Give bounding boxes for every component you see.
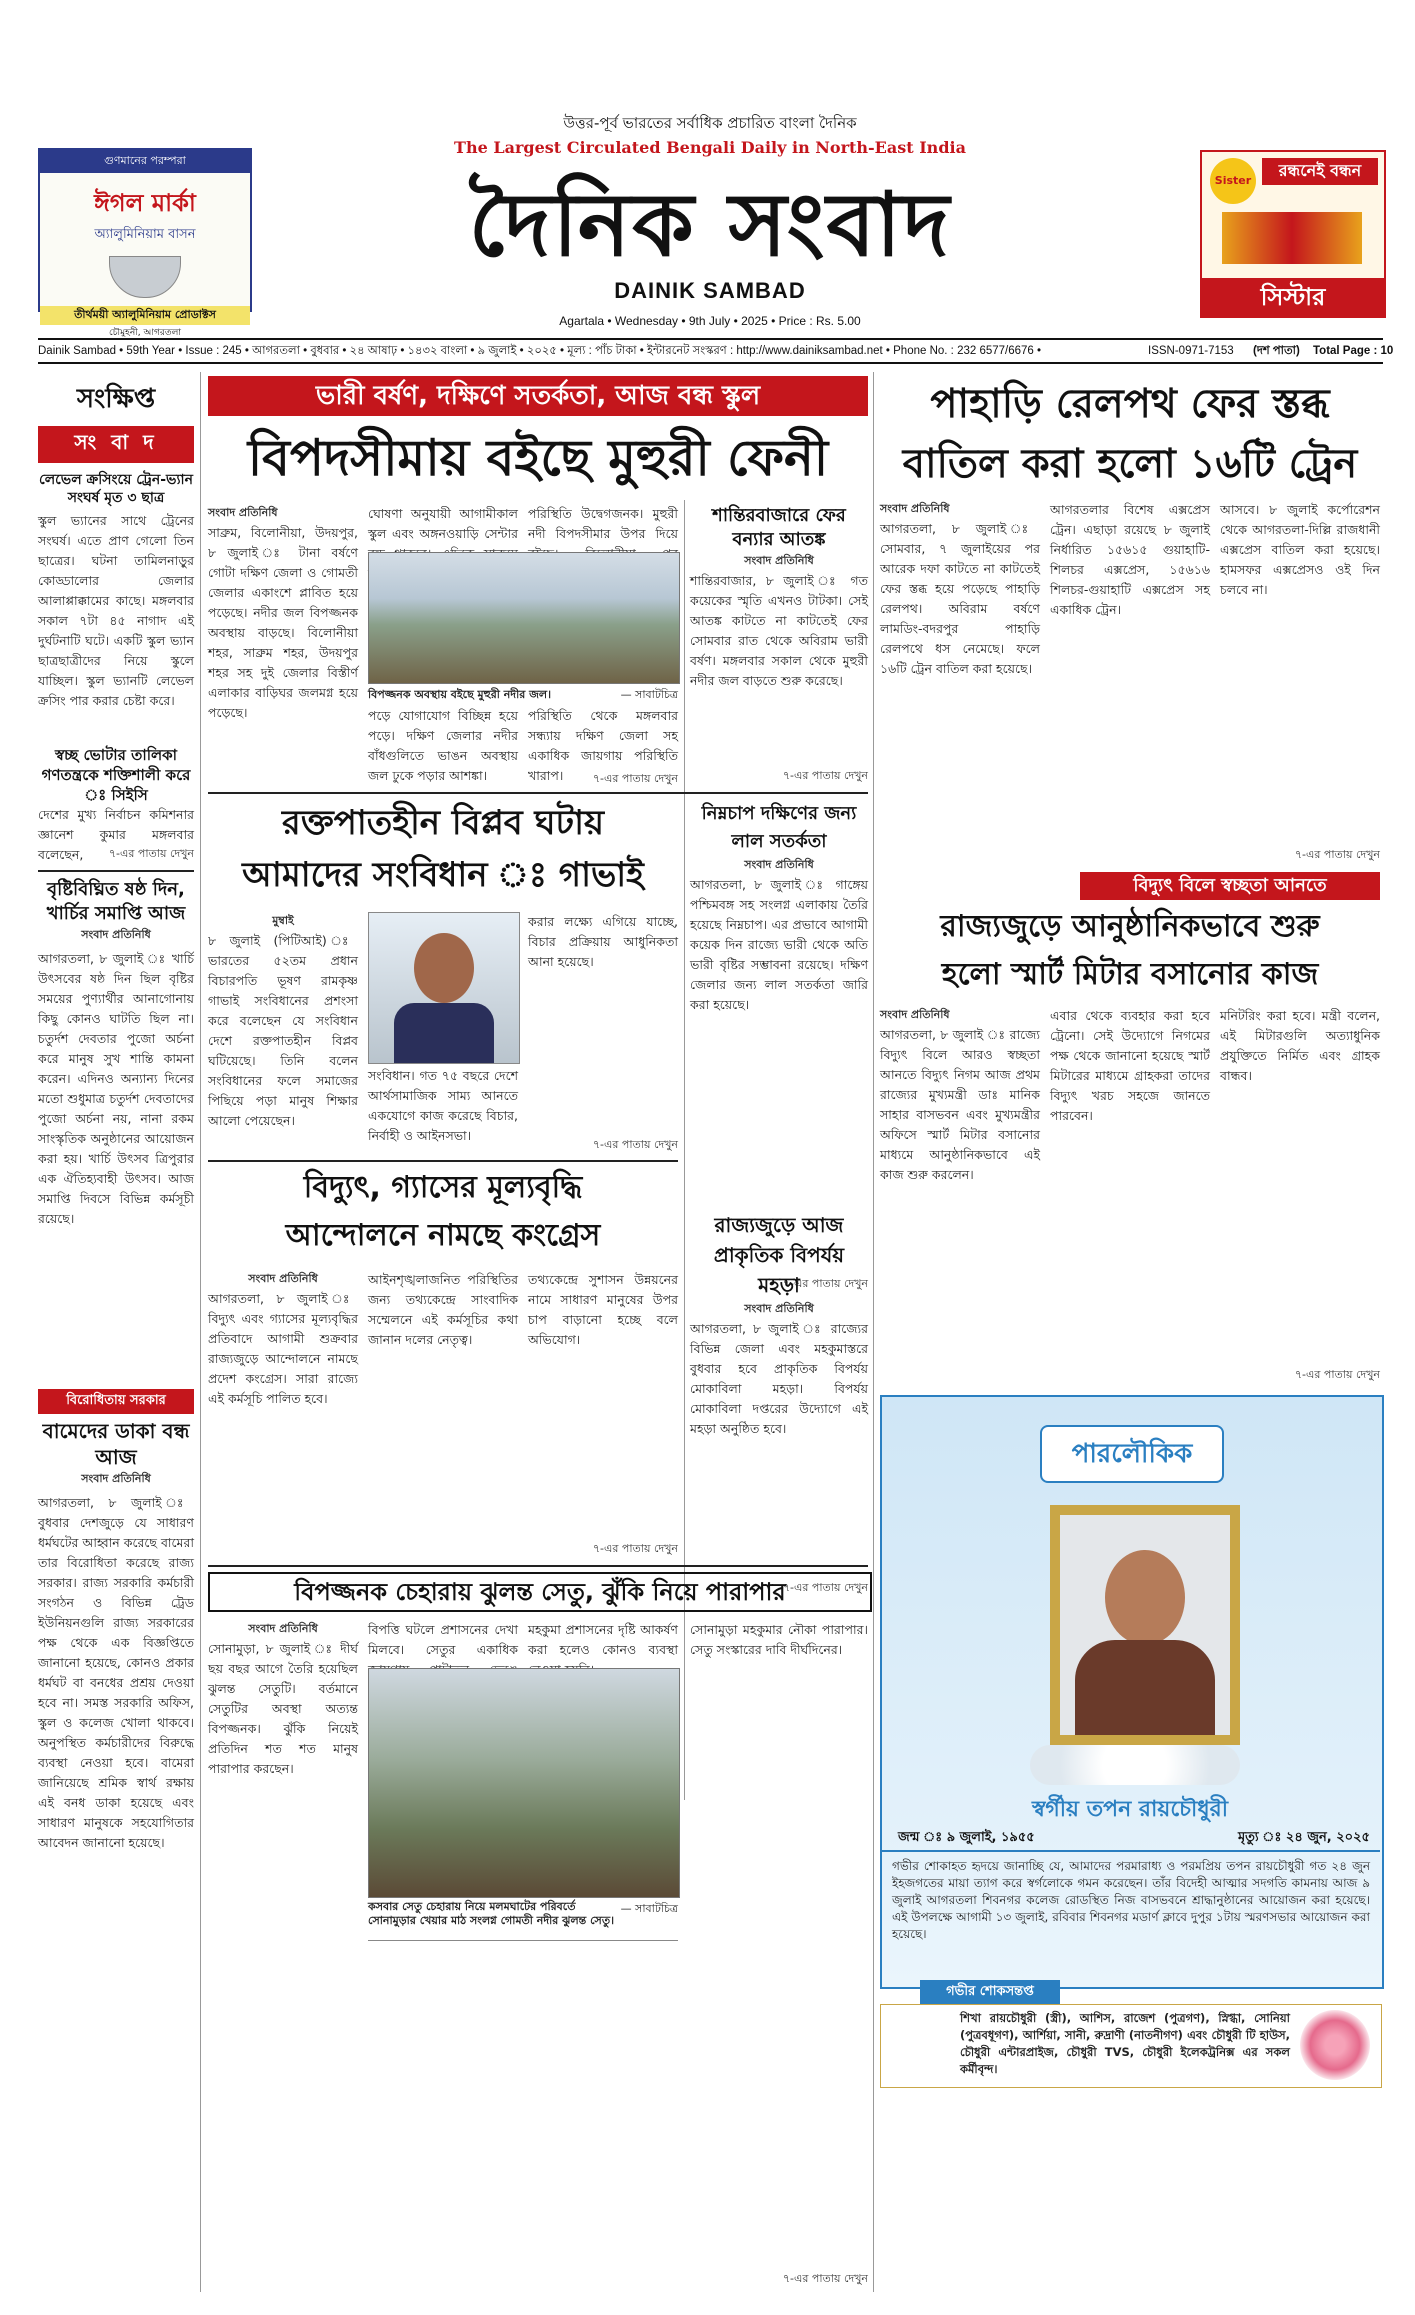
short-news-body-4: আগরতলা, ৮ জুলাই ঃ বুধবার দেশজুড়ে যে সাধারণ ধর্মঘটের আহ্বান করেছে বামেরা তার বিরোধিতা করেছে রাজ্য সরকার। রাজ্য সরকারি কর্মচারী সংগঠন ও বিভিন্ন ট্রেড ইউনিয়নগুলি রাজ্য সরকারের পক্ষ থেকে এক বিজ্ঞপ্তিতে জানানো হয়েছে, কোনও প্রকার ধর্মঘট বা বনধের প্রশ্রয় দেওয়া হবে না। সমস্ত সরকারি অফিস, স্কুল ও কলেজ খোলা থাকবে। অনুপস্থিত কর্মচারীদের বিরুদ্ধে ব্যবস্থা নেওয়া হবে। বামেরা জানিয়েছে শ্রমিক স্বার্থ রক্ষায় এই বনধ ডাকা হয়েছে এবং সাধারণ মানুষকে সহযোগিতার আবেদন জানানো হয়েছে। — [38, 1495, 194, 1850]
divider — [38, 870, 194, 872]
lead-headline[interactable]: বিপদসীমায় বইছে মুহুরী ফেনী — [247, 429, 829, 487]
continued-note[interactable]: ৭-এর পাতায় দেখুন — [592, 772, 678, 785]
deceased-name: স্বর্গীয় তপন রায়চৌধুরী — [1031, 1797, 1229, 1822]
dateline: মুম্বাই — [272, 914, 294, 927]
sweater-icon — [1075, 1640, 1215, 1735]
gavai-headline-2[interactable]: আমাদের সংবিধান ঃ গাভাই — [242, 855, 644, 895]
byline: সংবাদ প্রতিনিধি — [248, 1622, 318, 1635]
spice-pack-icon — [1222, 212, 1362, 264]
newspaper-title-bengali: দৈনিক সংবাদ — [468, 173, 952, 276]
side-story-3 — [690, 1210, 868, 1598]
bridge-col-1 — [208, 1620, 358, 2279]
short-news-title-1: লেভেল ক্রসিংয়ে ট্রেন-ভ্যান সংঘর্ষ মৃত ৩ ছাত্র — [39, 472, 193, 506]
continued-note[interactable]: ৭-এর পাতায় দেখুন — [782, 769, 868, 782]
side-story-1 — [690, 504, 868, 786]
photo-caption: বিপজ্জনক অবস্থায় বইছে মুহুরী নদীর জল। — [368, 688, 552, 701]
mourners-list: শিখা রায়চৌধুরী (স্ত্রী), আশিস, রাজেশ (পুত্রগণ), স্নিগ্ধা, সোনিয়া (পুত্রবধূগণ), আর্শিয়া, সানী, রুদ্রাণী (নাতনীগণ) এবং চৌধুরী টি হাউস, চৌধুরী এন্টারপ্রাইজ, চৌধুরী TVS, চৌধুরী ইলেকট্রনিক্স এর সকল কর্মীবৃন্দ। — [960, 2011, 1290, 2076]
obituary-text: গভীর শোকাহত হৃদয়ে জানাচ্ছি যে, আমাদের পরমারাধ্য ও পরমপ্রিয় তপন রায়চৌধুরী গত ২৪ জুন ইহজগতের মায়া ত্যাগ করে স্বর্গলোকে গমন করেছেন। তাঁর বিদেহী আত্মার সদগতি কামনায় আজ ৯ জুলাই আগরতলা শিবনগর কলেজ রোডস্থিত নিজ বাসভবনে শ্রাদ্ধানুষ্ঠানের আয়োজন করা হয়েছে। এই উপলক্ষে আগামী ১৩ জুলাই, রবিবার শিবনগর মডার্ণ ক্লাবে দুপুর ১টায় স্মরণসভার আয়োজন করা হয়েছে। — [892, 1859, 1370, 1941]
rail-body-3: আসবে। ৮ জুলাই কর্পোরেশন থেকে আগরতলা-দিল্লি রাজধানী এক্সপ্রেস বাতিল করা হয়েছে। হামসফর এক্সপ্রেসও ওই দিন চলবে না। — [1220, 502, 1380, 597]
congress-body-2: আইনশৃঙ্খলাজনিত পরিস্থিতির জন্য তথ্যকেন্দ্রে সাংবাদিক সম্মেলনে এই কর্মসূচির কথা জানান দলের নেতৃত্ব। — [368, 1272, 518, 1347]
ad-left-line1: গুণমানের পরম্পরা — [40, 150, 250, 173]
meter-col-1 — [880, 1006, 1040, 1365]
suit-icon — [394, 1003, 494, 1063]
side-story-2-title[interactable]: নিম্নচাপ দক্ষিণের জন্য লাল সতর্কতা — [701, 803, 857, 852]
byline: সংবাদ প্রতিনিধি — [744, 1302, 814, 1315]
lead-body-5: পরিস্থিতি থেকে মঙ্গলবার সন্ধ্যায় দক্ষিণ জেলা সহ একাধিক জায়গায় পরিস্থিতি খারাপ। — [528, 708, 678, 783]
meter-body-2: এবার থেকে ব্যবহার করা হবে ট্রেনো। সেই উদ্যোগে নিগমের পক্ষ থেকে জানানো হয়েছে স্মার্ট মিটারের মাধ্যমে গ্রাহকরা তাদের বিদ্যুৎ খরচ সহজে জানতে পারবেন। — [1050, 1008, 1210, 1123]
byline: সংবাদ প্রতিনিধি — [81, 1472, 151, 1485]
meter-body-3: মনিটরিং করা হবে। মন্ত্রী বলেন, এই মিটারগুলি অত্যাধুনিক প্রযুক্তিতে নির্মিত এবং গ্রাহক বান্ধব। — [1220, 1008, 1380, 1083]
total-pages: Total Page : 10 — [1313, 345, 1394, 357]
congress-headline-2[interactable]: আন্দোলনে নামছে কংগ্রেস — [285, 1218, 601, 1253]
byline: সংবাদ প্রতিনিধি — [81, 928, 151, 941]
continued-note[interactable]: ৭-এর পাতায় দেখুন — [592, 1542, 678, 1555]
meter-banner: বিদ্যুৎ বিলে স্বচ্ছতা আনতে — [1080, 872, 1380, 900]
congress-headline-1[interactable]: বিদ্যুৎ, গ্যাসের মূল্যবৃদ্ধি — [303, 1170, 583, 1205]
lead-banner: ভারী বর্ষণ, দক্ষিণে সতর্কতা, আজ বন্ধ স্কুল — [208, 376, 868, 416]
column-rule — [873, 372, 874, 2292]
continued-note[interactable]: ৭-এর পাতায় দেখুন — [1294, 1368, 1380, 1381]
lead-body-1: সাব্রুম, বিলোনীয়া, উদয়পুর, ৮ জুলাই ঃ টানা বর্ষণে গোটা দক্ষিণ জেলা ও গোমতী জেলার একাংশে প্লাবিত হয়ে পড়েছে। নদীর জল বিপজ্জনক অবস্থায় বাড়ছে। বিলোনীয়া শহর, সাব্রুম শহর, উদয়পুর শহর সহ দুই জেলার বিস্তীর্ণ এলাকার বাড়িঘর জলমগ্ন হয়ে পড়েছে। — [208, 525, 358, 720]
side-story-3-body: আগরতলা, ৮ জুলাই ঃ রাজ্যের বিভিন্ন জেলা এবং মহকুমাস্তরে বুধবার হবে প্রাকৃতিক বিপর্যয় মোকাবিলা মহড়া। বিপর্যয় মোকাবিলা দপ্তরের উদ্যোগে এই মহড়া অনুষ্ঠিত হবে। — [690, 1321, 868, 1436]
continued-note[interactable]: ৭-এর পাতায় দেখুন — [782, 2272, 868, 2285]
byline: সংবাদ প্রতিনিধি — [744, 858, 814, 871]
rose-icon — [1300, 2010, 1370, 2080]
flood-river-photo — [368, 552, 680, 684]
ad-right-brand: সিস্টার — [1202, 278, 1384, 316]
obituary-heading: পারলৌকিক — [1040, 1425, 1224, 1483]
issn: ISSN-0971-7153 — [1148, 345, 1234, 357]
continued-note[interactable]: ৭-এর পাতায় দেখুন — [782, 1581, 868, 1594]
bridge-headline[interactable]: বিপজ্জনক চেহারায় ঝুলন্ত সেতু, ঝুঁকি নিয়ে পারাপার — [208, 1572, 872, 1612]
gavai-body-1: ৮ জুলাই (পিটিআই) ঃ ভারতের ৫২তম প্রধান বিচারপতি ভূষণ রামকৃষ্ণ গাভাই সংবিধানের প্রশংসা করে বলেছেন যে সংবিধান দেশে রক্তপাতহীন বিপ্লব ঘটিয়েছে। তিনি বলেন সংবিধানের ফলে সমাজের পিছিয়ে পড়া মানুষ শিক্ষার আলো পেয়েছেন। — [208, 933, 358, 1128]
flowers-icon — [1030, 1745, 1240, 1785]
face-icon — [414, 933, 474, 1003]
info-bar — [38, 338, 1394, 364]
photo-credit: — সাবাটচিত্র — [620, 688, 678, 701]
column-rule — [200, 372, 201, 2292]
short-news-body-3: আগরতলা, ৮ জুলাই ঃ খার্চি উৎসবের ষষ্ঠ দিন ছিল বৃষ্টির সময়ের পুণ্যার্থীর আনাগোনায় কিছু কোনও ঘাটতি ছিল না। চতুর্দশ দেবতার পুজো অর্চনা করে মানুষ সুখ শান্তি কামনা করেন। এদিনও অন্যান্য দিনের মতো শুধুমাত্র চতুর্দশ দেবতাদের পুজো অর্চনা নয়, নানা রকম সাংস্কৃতিক অনুষ্ঠানের আয়োজন করা হয়। খার্চি উৎসব ত্রিপুরার এক ঐতিহ্যবাহী উৎসব। আজ সমাপ্তি দিবসে বিভিন্ন কর্মসূচী রয়েছে। — [38, 951, 194, 1226]
bridge-body-4: সোনামুড়া মহকুমার নৌকা পারাপার। সেতু সংস্কারের দাবি দীর্ঘদিনের। — [690, 1622, 868, 1657]
gavai-headline-1[interactable]: রক্তপাতহীন বিপ্লব ঘটায় — [282, 803, 604, 843]
lead-body-4: পড়ে যোগাযোগ বিচ্ছিন্ন হয়ে পড়ে। দক্ষিণ জেলার নদীর বাঁধগুলিতে ভাঙন অবস্থায় জল ঢুকে পড়ার আশঙ্কা। — [368, 708, 518, 783]
byline: সংবাদ প্রতিনিধি — [248, 1272, 318, 1285]
ad-right-badge: Sister — [1210, 158, 1256, 204]
divider — [208, 792, 868, 794]
congress-body-3: তথ্যকেন্দ্রে সুশাসন উন্নয়নের নামে সাধারণ মানুষের উপর চাপ বাড়ানো হচ্ছে বলে অভিযোগ। — [528, 1272, 678, 1347]
divider — [880, 1850, 1380, 1852]
continued-note[interactable]: ৭-এর পাতায় দেখুন — [782, 1277, 868, 1290]
short-news-header2: সং বা দ — [38, 426, 194, 463]
short-news-title-3: বৃষ্টিবিঘ্নিত ষষ্ঠ দিন, খার্চির সমাপ্তি আজ — [46, 879, 186, 924]
meter-body-1: আগরতলা, ৮ জুলাই ঃ রাজ্যে বিদ্যুৎ বিলে আরও স্বচ্ছতা আনতে বিদ্যুৎ নিগম আজ প্রথম রাজ্যের মুখ্যমন্ত্রী ডাঃ মানিক সাহার বাসভবন এবং মুখ্যমন্ত্রীর অফিসে স্মার্ট মিটার বসানোর মাধ্যমে আনুষ্ঠানিকভাবে এই কাজ শুরু করলেন। — [880, 1027, 1040, 1182]
ad-eagle-mark[interactable] — [38, 148, 252, 338]
photo-credit: — সাবাটচিত্র — [620, 1902, 678, 1915]
short-news-body-1: স্কুল ভ্যানের সাথে ট্রেনের সংঘর্ষ। এতে প্রাণ গেলো তিন ছাত্রের। ঘটনা তামিলনাড়ুর কোড্ডালোর জেলার আলাপ্পাক্কামের কাছে। মঙ্গলবার সকাল ৭টা ৪৫ নাগাদ এই দুর্ঘটনাটি ঘটে। একটি স্কুল ভ্যান ছাত্রছাত্রীদের নিয়ে স্কুলে যাচ্ছিল। স্কুল ভ্যানটি লেভেল ক্রসিং পার করার চেষ্টা করে। — [38, 513, 194, 708]
bridge-body-2: বিপত্তি ঘটলে প্রশাসনের দেখা মিলবে। সেতুর একাধিক — [368, 1622, 518, 1657]
lead-body-3: পরিস্থিতি উদ্বেগজনক। মুহুরী নদী বিপদসীমার উপর দিয়ে — [528, 506, 678, 541]
mourners-title: গভীর শোকসন্তপ্ত — [920, 1980, 1060, 2005]
dateline: Agartala • Wednesday • 9th July • 2025 • Price : Rs. 5.00 — [559, 314, 861, 328]
rail-headline-2[interactable]: বাতিল করা হলো ১৬টি ট্রেন — [902, 441, 1358, 487]
short-news-column — [38, 378, 194, 2103]
ad-left-line5: চৌমুহনী, আগরতলা — [109, 328, 181, 338]
ad-sister[interactable] — [1200, 150, 1386, 318]
divider — [368, 1940, 678, 1941]
divider — [208, 1565, 868, 1567]
continued-note: ৭-এর পাতায় দেখুন — [108, 847, 194, 860]
rail-body-1: আগরতলা, ৮ জুলাই ঃ সোমবার, ৭ জুলাইয়ের পর আরেক দফা কাটতে না কাটতেই ফের স্তব্ধ হয়ে পড়েছে পাহাড়ি রেলপথ। অবিরাম বর্ষণে লামডিং-বদরপুর পাহাড়ি রেলপথে ধস নেমেছে। ফলে ১৬টি ট্রেন বাতিল করা হয়েছে। — [880, 521, 1040, 676]
continued-note[interactable]: ৭-এর পাতায় দেখুন — [592, 1138, 678, 1151]
byline: সংবাদ প্রতিনিধি — [880, 502, 950, 515]
bridge-body-3: মহকুমা প্রশাসনের দৃষ্টি আকর্ষণ করা হলেও কোনও ব্যবস্থা — [528, 1622, 678, 1657]
section-banner: বিরোধিতায় সরকার — [38, 1389, 194, 1414]
newspaper-title-english: DAINIK SAMBAD — [614, 278, 806, 303]
ad-right-line1: রন্ধনেই বন্ধন — [1262, 158, 1378, 185]
divider — [208, 1160, 678, 1162]
portrait-frame — [1050, 1505, 1240, 1745]
byline: সংবাদ প্রতিনিধি — [208, 506, 278, 519]
info-bar-text: Dainik Sambad • 59th Year • Issue : 245 • আগরতলা • বুধবার • ২৪ আষাঢ় • ১৪৩২ বাংলা • ৯ জুলাই • ২০২৫ • মূল্য : পাঁচ টাকা • ইন্টারনেট সংস্করণ : http://www.dainiksambad.net • Phone No. : 232 6577/6676 • — [38, 345, 1042, 357]
ad-left-line3: অ্যালুমিনিয়াম বাসন — [94, 227, 196, 242]
pot-icon — [109, 256, 181, 298]
side-story-1-title[interactable]: শান্তিরবাজারে ফের বন্যার আতঙ্ক — [712, 505, 846, 550]
rail-body-2: আগরতলার বিশেষ এক্সপ্রেস ট্রেন। এছাড়া রয়েছে ৮ জুলাই নির্ধারিত ১৫৬১৫ গুয়াহাটি-শিলচর এক্সপ্রেস, ১৫৬১৬ শিলচর-গুয়াহাটি এক্সপ্রেস সহ একাধিক ট্রেন। — [1050, 502, 1210, 617]
tagline-english: The Largest Circulated Bengali Daily in North-East India — [454, 138, 966, 157]
continued-note[interactable]: ৭-এর পাতায় দেখুন — [1294, 848, 1380, 861]
face-icon — [1105, 1550, 1185, 1645]
short-news-header: সংক্ষিপ্ত — [76, 384, 156, 414]
side-story-2-body: আগরতলা, ৮ জুলাই ঃ গাঙ্গেয় পশ্চিমবঙ্গ সহ সংলগ্ন এলাকায় তৈরি হয়েছে নিম্নচাপ। এর প্রভাবে আগামী কয়েক দিন রাজ্যে ভারী থেকে অতি ভারী বৃষ্টির সম্ভাবনা রয়েছে। দক্ষিণ জেলার জন্য লাল সতর্কতা জারি করা হয়েছে। — [690, 877, 868, 1012]
congress-col-1 — [208, 1270, 358, 1549]
bridge-body-1: সোনামুড়া, ৮ জুলাই ঃ দীর্ঘ ছয় বছর আগে তৈরি হয়েছিল ঝুলন্ত সেতুটি। বর্তমানে সেতুটির অবস্থা অত্যন্ত বিপজ্জনক। ঝুঁকি নিয়েই প্রতিদিন শত শত মানুষ পারাপার করছেন। — [208, 1641, 358, 1776]
short-news-title-2: স্বচ্ছ ভোটার তালিকা গণতন্ত্রকে শক্তিশালী করে ঃ সিইসি — [41, 746, 191, 804]
meter-headline-1[interactable]: রাজ্যজুড়ে আনুষ্ঠানিকভাবে শুরু — [940, 909, 1320, 944]
birth-date: জন্ম ঃ ৯ জুলাই, ১৯৫৫ — [898, 1830, 1035, 1845]
lead-body-2: ঘোষণা অনুযায়ী আগামীকাল স্কুল এবং অঙ্গনওয়াড়ি সেন্টার — [368, 506, 518, 541]
tagline-bengali: উত্তর-পূর্ব ভারতের সর্বাধিক প্রচারিত বাংলা দৈনিক — [563, 114, 857, 132]
lead-col-1 — [208, 504, 358, 720]
gavai-body-2: সংবিধান। গত ৭৫ বছরে দেশে আর্থসামাজিক সাম্য আনতে একযোগে কাজ করেছে বিচার, নির্বাহী ও আইনসভা। — [368, 1068, 518, 1143]
pages-bn: (দশ পাতা) — [1253, 345, 1300, 357]
short-news-body-2: দেশের মুখ্য নির্বাচন কমিশনার জ্ঞানেশ কুমার মঙ্গলবার বলেছেন, — [38, 807, 194, 862]
gavai-col-1 — [208, 912, 358, 1171]
byline: সংবাদ প্রতিনিধি — [880, 1008, 950, 1021]
meter-headline-2[interactable]: হলো স্মার্ট মিটার বসানোর কাজ — [941, 957, 1319, 992]
cji-gavai-photo — [368, 912, 520, 1064]
suspension-bridge-photo — [368, 1668, 680, 1898]
congress-body-1: আগরতলা, ৮ জুলাই ঃ বিদ্যুৎ এবং গ্যাসের মূল্যবৃদ্ধির প্রতিবাদে আগামী শুক্রবার রাজ্যজুড়ে আন্দোলনে নামছে প্রদেশ কংগ্রেস। সারা রাজ্যে এই কর্মসূচি পালিত হবে। — [208, 1291, 358, 1406]
gavai-body-3: করার লক্ষ্যে এগিয়ে যাচ্ছে, বিচার প্রক্রিয়ায় আধুনিকতা আনা হয়েছে। — [528, 914, 678, 969]
side-story-1-body: শান্তিরবাজার, ৮ জুলাই ঃ গত কয়েকের স্মৃতি এখনও টাটকা। সেই আতঙ্ক কাটতে না কাটতেই ফের সোমবার রাত থেকে অবিরাম ভারী বর্ষণ। মঙ্গলবার সকাল থেকে মুহুরী নদীর জল বাড়তে শুরু করেছে। — [690, 573, 868, 688]
rail-col-1 — [880, 500, 1040, 859]
rail-headline-1[interactable]: পাহাড়ি রেলপথ ফের স্তব্ধ — [930, 381, 1330, 427]
byline: সংবাদ প্রতিনিধি — [744, 554, 814, 567]
short-news-title-4: বামেদের ডাকা বন্ধ আজ — [42, 1419, 190, 1469]
ad-left-line2: ঈগল মার্কা — [94, 189, 196, 217]
side-story-3-title[interactable]: রাজ্যজুড়ে আজ প্রাকৃতিক বিপর্যয় মহড়া — [713, 1213, 845, 1297]
death-date: মৃত্যু ঃ ২৪ জুন, ২০২৫ — [1237, 1830, 1370, 1845]
photo-caption: কসবার সেতু চেহারায় নিয়ে মলমঘাটের পরিবর্তে সোনামুড়ার খেয়ার মাঠ সংলগ্ন গোমতী নদীর ঝুলন্ত সেতু। — [368, 1900, 615, 1927]
ad-left-line4: তীর্থময়ী অ্যালুমিনিয়াম প্রোডাক্টস — [40, 306, 250, 325]
